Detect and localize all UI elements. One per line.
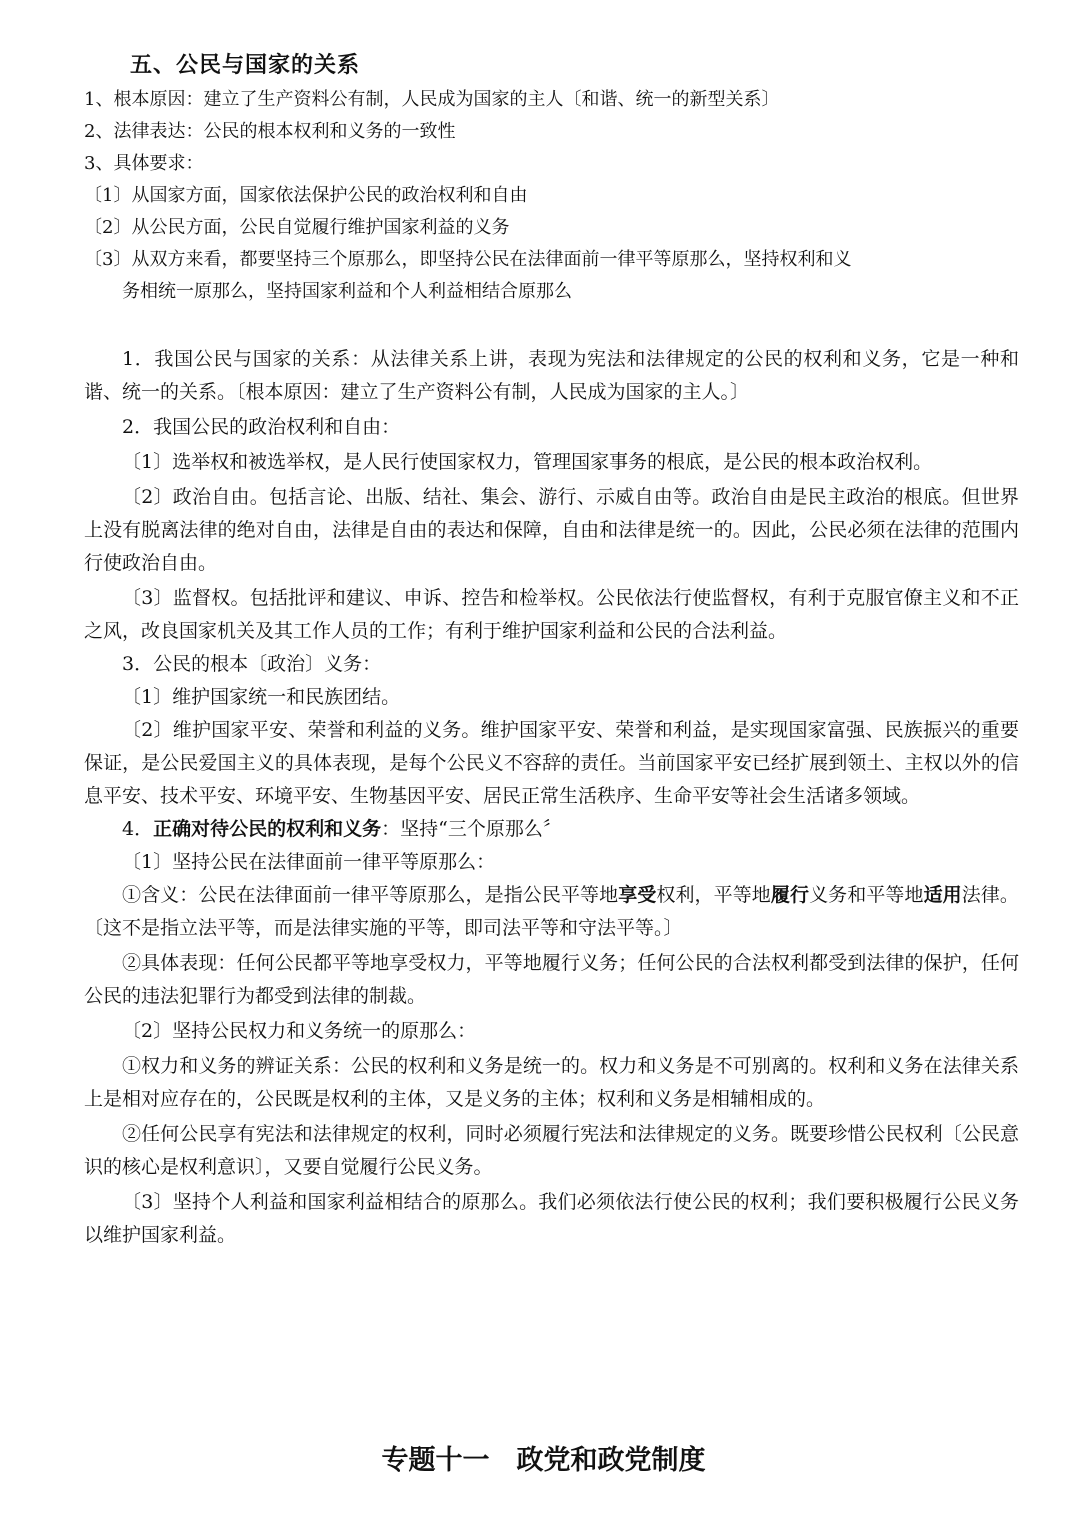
- outline-line-3: 3、具体要求：: [84, 153, 204, 174]
- heading-bold-text: 正确对待公民的权利和义务: [153, 818, 382, 840]
- section-title: 五、公民与国家的关系: [130, 53, 361, 78]
- body-text: [84, 343, 1019, 1252]
- outline-line-5: 〔2〕从公民方面，公民自觉履行维护国家利益的义务: [84, 217, 510, 238]
- bold-term-perform: 履行: [770, 884, 810, 906]
- bold-term-enjoy: 享受: [618, 884, 657, 906]
- text-segment: 义务和平等地: [809, 884, 924, 906]
- paragraph-election-rights: 〔1〕选举权和被选举权，是人民行使国家权力，管理国家事务的根底，是公民的根本政治权利。: [122, 451, 933, 473]
- paragraph-political-freedom: 〔2〕政治自由。包括言论、出版、结社、集会、游行、示威自由等。政治自由是民主政治的根底。但世界上没有脱离法律的绝对自由，法律是自由的表达和保障，自由和法律是统一的。因此，公民必须在法律的范围内行使政治自由。: [84, 486, 1019, 574]
- subheading-rights-duties-unity: 〔2〕坚持公民权力和义务统一的原那么：: [122, 1020, 477, 1042]
- outline-line-4: 〔1〕从国家方面，国家依法保护公民的政治权利和自由: [84, 185, 528, 206]
- heading-basic-duties: 3．公民的根本〔政治〕义务：: [122, 653, 382, 675]
- paragraph-dialectical-relation: ①权力和义务的辨证关系：公民的权利和义务是统一的。权力和义务是不可别离的。权利和义务在法律关系上是相对应存在的，公民既是权利的主体，又是义务的主体；权利和义务是相辅相成的。: [84, 1055, 1019, 1110]
- heading-rest: ：坚持“三个原那么〞: [381, 818, 562, 840]
- paragraph-national-unity: 〔1〕维护国家统一和民族团结。: [122, 686, 401, 708]
- paragraph-interest-combination: 〔3〕坚持个人利益和国家利益相结合的原那么。我们必须依法行使公民的权利；我们要积极履行公民义务以维护国家利益。: [84, 1191, 1019, 1246]
- paragraph-equality-meaning: [84, 879, 1019, 945]
- paragraph-supervision-rights: 〔3〕监督权。包括批评和建议、申诉、控告和检举权。公民依法行使监督权，有利于克服官僚主义和不正之风，改良国家机关及其工作人员的工作；有利于维护国家利益和公民的合法利益。: [84, 587, 1019, 642]
- text-segment: 权利，平等地: [656, 884, 771, 906]
- outline-line-1: 1、根本原因：建立了生产资料公有制，人民成为国家的主人〔和谐、统一的新型关系〕: [84, 89, 780, 110]
- outline-list: [84, 84, 1024, 308]
- heading-rights-and-duties: [84, 813, 1019, 846]
- heading-political-rights: 2．我国公民的政治权利和自由：: [122, 416, 401, 438]
- outline-line-6-continued: 务相统一原那么，坚持国家利益和个人利益相结合原那么: [122, 281, 572, 302]
- heading-number: 4．: [122, 818, 154, 840]
- paragraph-relationship: 1．我国公民与国家的关系：从法律关系上讲，表现为宪法和法律规定的公民的权利和义务，它是一种和谐、统一的关系。〔根本原因：建立了生产资料公有制，人民成为国家的主人。〕: [84, 348, 1019, 403]
- outline-line-2: 2、法律表达：公民的根本权利和义务的一致性: [84, 121, 456, 142]
- outline-line-6: 〔3〕从双方来看，都要坚持三个原那么，即坚持公民在法律面前一律平等原那么，坚持权利和义: [84, 249, 852, 270]
- topic-title: 专题十一 政党和政党制度: [381, 1445, 706, 1476]
- bold-term-apply: 适用: [923, 884, 962, 906]
- text-segment: ①含义：公民在法律面前一律平等原那么，是指公民平等地: [122, 884, 619, 906]
- subheading-equality: 〔1〕坚持公民在法律面前一律平等原那么：: [122, 851, 496, 873]
- paragraph-enjoy-and-perform: ②任何公民享有宪法和法律规定的权利，同时必须履行宪法和法律规定的义务。既要珍惜公民权利〔公民意识的核心是权利意识〕，又要自觉履行公民义务。: [84, 1123, 1019, 1178]
- text-segment: 法律。〔这不是指立法平等，而是法律实施的平等，即司法平等和守法平等。〕: [84, 884, 1019, 939]
- paragraph-national-security: 〔2〕维护国家平安、荣誉和利益的义务。维护国家平安、荣誉和利益，是实现国家富强、民族振兴的重要保证，是公民爱国主义的具体表现，是每个公民义不容辞的责任。当前国家平安已经扩展到领土、主权以外的信息平安、技术平安、环境平安、生物基因平安、居民正常生活秩序、生命平安等社会生活诸多领域。: [84, 719, 1019, 807]
- paragraph-equality-manifestation: ②具体表现：任何公民都平等地享受权力，平等地履行义务；任何公民的合法权利都受到法律的保护，任何公民的违法犯罪行为都受到法律的制裁。: [84, 952, 1019, 1007]
